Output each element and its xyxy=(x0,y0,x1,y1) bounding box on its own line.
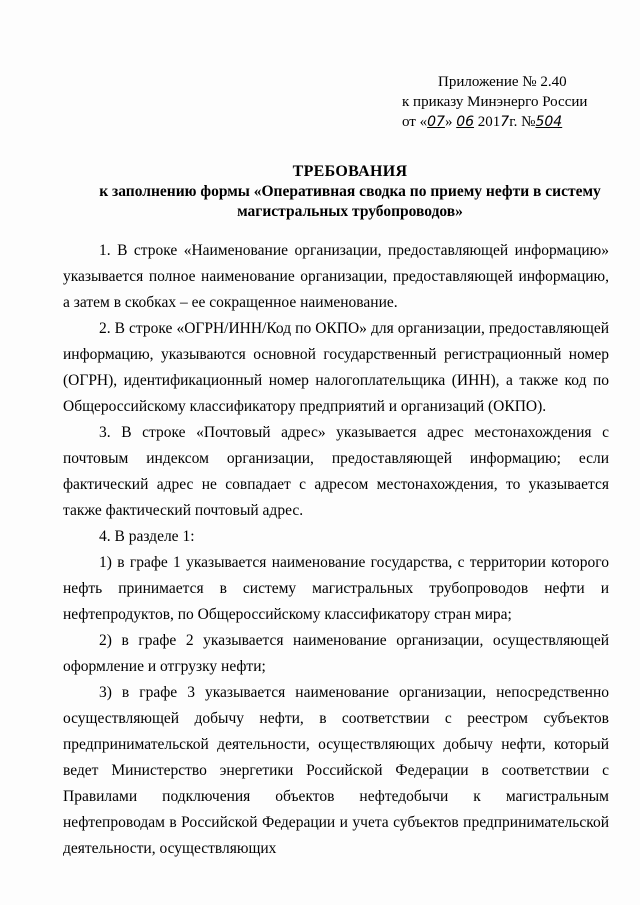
appendix-header xyxy=(402,72,602,132)
handwritten-day: 07 xyxy=(427,114,445,130)
document-body xyxy=(63,238,609,862)
order-reference: к приказу Минэнерго России xyxy=(402,94,588,110)
order-date-line xyxy=(402,112,602,132)
handwritten-order-number: 504 xyxy=(535,114,563,130)
date-prefix: от « xyxy=(402,114,428,130)
date-separator: » xyxy=(444,114,457,130)
handwritten-month: 06 xyxy=(456,114,475,130)
year-prefix: 201 xyxy=(474,114,501,130)
handwritten-year-digit: 7 xyxy=(500,114,510,130)
year-suffix: г. № xyxy=(509,114,536,130)
paragraph-3: 3. В строке «Почтовый адрес» указывается адрес местонахождения с почтовым индексом организации, предоставляющей информацию; если фактический адрес не совпадает с адресом местонахождения, то указывается также фактический почтовый адрес. xyxy=(63,424,609,519)
title-subtitle-line1: к заполнению формы «Оперативная сводка по приему нефти в систему xyxy=(99,183,601,200)
appendix-number: Приложение № 2.40 xyxy=(438,74,567,90)
title-subtitle-line2: магистральных трубопроводов» xyxy=(237,203,463,220)
paragraph-4-1: 1) в графе 1 указывается наименование государства, с территории которого нефть принимается в систему магистральных трубопроводов нефти и нефтепродуктов, по Общероссийскому классификатору стран мира; xyxy=(63,554,609,623)
paragraph-4-2: 2) в графе 2 указывается наименование организации, осуществляющей оформление и отгрузку нефти; xyxy=(63,632,609,675)
paragraph-4-3: 3) в графе 3 указывается наименование организации, непосредственно осуществляющей добычу нефти, в соответствии с реестром субъектов предпринимательской деятельности, осуществляющих добычу нефти, который ведет Министерство энергетики Российской Федерации в соответствии с Правилами подключения объектов нефтедобычи к магистральным нефтепроводам в Российской Федерации и учета субъектов предпринимательской деятельности, осуществляющих xyxy=(63,684,609,857)
paragraph-2: 2. В строке «ОГРН/ИНН/Код по ОКПО» для организации, предоставляющей информацию, указываются основной государственный регистрационный номер (ОГРН), идентификационный номер налогоплательщика (ИНН), а также код по Общероссийскому классификатору предприятий и организаций (ОКПО). xyxy=(63,320,609,415)
paragraph-4: 4. В разделе 1: xyxy=(99,528,195,545)
title-heading: ТРЕБОВАНИЯ xyxy=(292,163,408,180)
paragraph-1: 1. В строке «Наименование организации, предоставляющей информацию» указывается полное наименование организации, предоставляющей информацию, а затем в скобках – ее сокращенное наименование. xyxy=(63,242,609,311)
document-title xyxy=(60,162,640,222)
